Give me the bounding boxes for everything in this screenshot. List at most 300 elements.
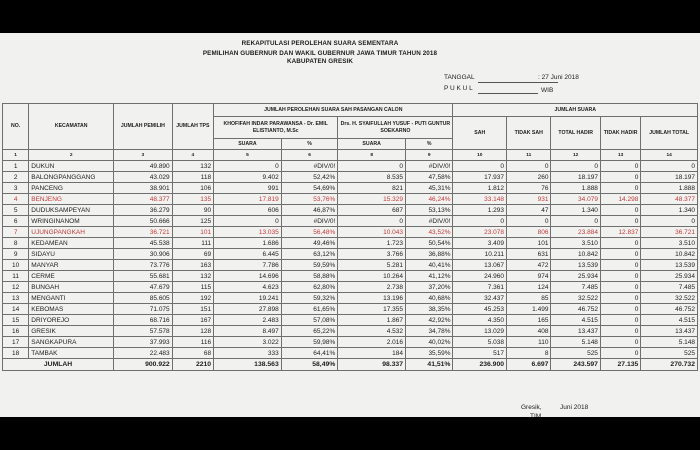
cell-suara-1: 991: [214, 183, 282, 194]
cell-no: 5: [3, 205, 29, 216]
column-index: 5: [214, 150, 282, 161]
column-index: 4: [172, 150, 213, 161]
cell-kecamatan: BUNGAH: [29, 282, 114, 293]
header-pct-2: %: [405, 139, 453, 150]
cell-pct-1: 53,76%: [281, 194, 338, 205]
cell-pct-1: 59,98%: [281, 337, 338, 348]
cell-jumlah-total: 1.340: [641, 205, 698, 216]
cell-tidak-hadir: 0: [600, 271, 640, 282]
cell-jumlah-tps: 151: [172, 304, 213, 315]
cell-no: 8: [3, 238, 29, 249]
cell-no: 15: [3, 315, 29, 326]
header-sah: SAH: [453, 117, 507, 150]
cell-jumlah-total: 48.377: [641, 194, 698, 205]
cell-pct-1: 52,42%: [281, 172, 338, 183]
cell-sah: 23.078: [453, 227, 507, 238]
cell-kecamatan: MANYAR: [29, 260, 114, 271]
cell-jumlah-total: 25.934: [641, 271, 698, 282]
rekapitulasi-table: [2, 103, 698, 371]
header-kecamatan: KECAMATAN: [29, 104, 114, 150]
cell-tidak-hadir: 0: [600, 304, 640, 315]
cell-jumlah-pemilih: 85.605: [114, 293, 173, 304]
cell-tidak-sah: 260: [507, 172, 551, 183]
cell-pct-2: #DIV/0!: [405, 161, 453, 172]
cell-tidak-hadir: 0: [600, 315, 640, 326]
cell-jumlah-tps: 167: [172, 315, 213, 326]
header-group-jumlah-suara: JUMLAH SUARA: [453, 104, 698, 117]
total-pct-2: 41,51%: [405, 359, 453, 371]
footer-date: Juni 2018: [560, 404, 589, 411]
cell-total-hadir: 23.884: [551, 227, 600, 238]
doc-title: REKAPITULASI PEROLEHAN SUARA SEMENTARA: [241, 40, 399, 47]
cell-suara-1: 14.696: [214, 271, 282, 282]
cell-pct-2: #DIV/0!: [405, 216, 453, 227]
table-row: [3, 249, 698, 260]
cell-jumlah-pemilih: 48.377: [114, 194, 173, 205]
cell-total-hadir: 10.842: [551, 249, 600, 260]
cell-jumlah-total: 18.197: [641, 172, 698, 183]
cell-pct-2: 40,68%: [405, 293, 453, 304]
cell-total-hadir: 4.515: [551, 315, 600, 326]
cell-tidak-sah: 408: [507, 326, 551, 337]
cell-tidak-hadir: 0: [600, 238, 640, 249]
table-row: [3, 326, 698, 337]
cell-sah: 0: [453, 216, 507, 227]
cell-suara-2: 17.355: [338, 304, 406, 315]
cell-jumlah-tps: 106: [172, 183, 213, 194]
cell-suara-2: 1.723: [338, 238, 406, 249]
cell-jumlah-pemilih: 71.075: [114, 304, 173, 315]
cell-jumlah-tps: 132: [172, 271, 213, 282]
header-tidak-sah: TIDAK SAH: [507, 117, 551, 150]
cell-kecamatan: UJUNGPANGKAH: [29, 227, 114, 238]
cell-tidak-hadir: 0: [600, 216, 640, 227]
column-index: 13: [600, 150, 640, 161]
cell-jumlah-tps: 69: [172, 249, 213, 260]
cell-kecamatan: BENJENG: [29, 194, 114, 205]
cell-total-hadir: 3.510: [551, 238, 600, 249]
cell-no: 2: [3, 172, 29, 183]
cell-pct-1: 46,87%: [281, 205, 338, 216]
column-index: 11: [507, 150, 551, 161]
footer-tim: TIM: [530, 413, 542, 417]
header-total-hadir: TOTAL HADIR: [551, 117, 600, 150]
cell-jumlah-pemilih: 57.578: [114, 326, 173, 337]
cell-no: 3: [3, 183, 29, 194]
cell-tidak-sah: 165: [507, 315, 551, 326]
cell-jumlah-pemilih: 49.890: [114, 161, 173, 172]
cell-suara-2: 15.329: [338, 194, 406, 205]
cell-jumlah-total: 13.539: [641, 260, 698, 271]
cell-jumlah-tps: 111: [172, 238, 213, 249]
header-calon-2: Drs. H. SYAIFULLAH YUSUF - PUTI GUNTUR SOEKARNO: [338, 117, 453, 139]
cell-pct-1: #DIV/0!: [281, 161, 338, 172]
cell-no: 11: [3, 271, 29, 282]
total-total-hadir: 243.597: [551, 359, 600, 371]
cell-tidak-sah: 101: [507, 238, 551, 249]
table-row: [3, 260, 698, 271]
cell-jumlah-pemilih: 30.906: [114, 249, 173, 260]
cell-jumlah-pemilih: 73.776: [114, 260, 173, 271]
column-index: 9: [405, 150, 453, 161]
cell-suara-2: 5.281: [338, 260, 406, 271]
cell-jumlah-tps: 116: [172, 337, 213, 348]
cell-kecamatan: KEDAMEAN: [29, 238, 114, 249]
cell-jumlah-total: 1.888: [641, 183, 698, 194]
cell-no: 17: [3, 337, 29, 348]
cell-sah: 17.937: [453, 172, 507, 183]
cell-tidak-hadir: 0: [600, 260, 640, 271]
cell-pct-2: 43,52%: [405, 227, 453, 238]
cell-tidak-hadir: 0: [600, 183, 640, 194]
cell-total-hadir: 13.437: [551, 326, 600, 337]
cell-suara-2: 0: [338, 216, 406, 227]
cell-sah: 33.148: [453, 194, 507, 205]
cell-total-hadir: 7.485: [551, 282, 600, 293]
cell-suara-1: 19.241: [214, 293, 282, 304]
total-label: JUMLAH: [3, 359, 114, 371]
cell-jumlah-total: 32.522: [641, 293, 698, 304]
cell-jumlah-pemilih: 37.993: [114, 337, 173, 348]
cell-suara-1: 0: [214, 216, 282, 227]
cell-total-hadir: 32.522: [551, 293, 600, 304]
cell-pct-1: 59,59%: [281, 260, 338, 271]
cell-kecamatan: CERME: [29, 271, 114, 282]
cell-jumlah-tps: 125: [172, 216, 213, 227]
cell-sah: 45.253: [453, 304, 507, 315]
cell-suara-1: 27.898: [214, 304, 282, 315]
column-index: 10: [453, 150, 507, 161]
cell-suara-2: 687: [338, 205, 406, 216]
table-row: [3, 194, 698, 205]
cell-kecamatan: SANGKAPURA: [29, 337, 114, 348]
column-index: 12: [551, 150, 600, 161]
cell-kecamatan: DRIYOREJO: [29, 315, 114, 326]
cell-pct-2: 45,31%: [405, 183, 453, 194]
cell-pct-2: 40,02%: [405, 337, 453, 348]
cell-total-hadir: 18.197: [551, 172, 600, 183]
cell-suara-1: 13.035: [214, 227, 282, 238]
cell-suara-1: 3.022: [214, 337, 282, 348]
cell-total-hadir: 0: [551, 161, 600, 172]
cell-sah: 4.350: [453, 315, 507, 326]
cell-tidak-hadir: 0: [600, 282, 640, 293]
cell-tidak-sah: 472: [507, 260, 551, 271]
total-pct-1: 58,49%: [281, 359, 338, 371]
cell-kecamatan: GRESIK: [29, 326, 114, 337]
cell-no: 7: [3, 227, 29, 238]
cell-suara-2: 1.867: [338, 315, 406, 326]
cell-total-hadir: 525: [551, 348, 600, 359]
cell-suara-2: 2.016: [338, 337, 406, 348]
tanggal-label: TANGGAL: [444, 74, 475, 81]
tanggal-underline: [478, 82, 558, 83]
cell-tidak-sah: 806: [507, 227, 551, 238]
cell-sah: 24.960: [453, 271, 507, 282]
cell-jumlah-tps: 90: [172, 205, 213, 216]
cell-jumlah-pemilih: 36.279: [114, 205, 173, 216]
tanggal-value: : 27 Juni 2018: [538, 74, 579, 81]
cell-suara-2: 8.535: [338, 172, 406, 183]
cell-tidak-sah: 124: [507, 282, 551, 293]
cell-no: 16: [3, 326, 29, 337]
cell-tidak-hadir: 0: [600, 293, 640, 304]
cell-tidak-hadir: 0: [600, 172, 640, 183]
cell-pct-2: 35,59%: [405, 348, 453, 359]
cell-total-hadir: 13.539: [551, 260, 600, 271]
cell-tidak-sah: 85: [507, 293, 551, 304]
cell-kecamatan: MENGANTI: [29, 293, 114, 304]
cell-kecamatan: WRINGINANOM: [29, 216, 114, 227]
column-index: 6: [281, 150, 338, 161]
cell-tidak-sah: 76: [507, 183, 551, 194]
table-row: [3, 183, 698, 194]
cell-suara-1: 0: [214, 161, 282, 172]
header-jumlah-tps: JUMLAH TPS: [172, 104, 213, 150]
cell-kecamatan: SIDAYU: [29, 249, 114, 260]
cell-suara-2: 3.766: [338, 249, 406, 260]
cell-sah: 1.293: [453, 205, 507, 216]
cell-sah: 517: [453, 348, 507, 359]
cell-total-hadir: 1.340: [551, 205, 600, 216]
cell-jumlah-pemilih: 38.901: [114, 183, 173, 194]
cell-suara-1: 7.786: [214, 260, 282, 271]
cell-jumlah-total: 36.721: [641, 227, 698, 238]
cell-sah: 13.067: [453, 260, 507, 271]
total-sah: 236.900: [453, 359, 507, 371]
column-index: 14: [641, 150, 698, 161]
cell-tidak-hadir: 0: [600, 348, 640, 359]
cell-suara-1: 8.497: [214, 326, 282, 337]
cell-tidak-hadir: 0: [600, 205, 640, 216]
cell-pct-1: 58,88%: [281, 271, 338, 282]
header-suara-2: SUARA: [338, 139, 406, 150]
table-row: [3, 315, 698, 326]
cell-no: 9: [3, 249, 29, 260]
cell-pct-1: 64,41%: [281, 348, 338, 359]
cell-jumlah-tps: 135: [172, 194, 213, 205]
table-row: [3, 172, 698, 183]
document-sheet: [0, 33, 700, 417]
cell-sah: 7.361: [453, 282, 507, 293]
table-row: [3, 282, 698, 293]
table-row: [3, 271, 698, 282]
cell-pct-1: 54,69%: [281, 183, 338, 194]
wib-label: WIB: [541, 87, 554, 94]
cell-kecamatan: BALONGPANGGANG: [29, 172, 114, 183]
cell-jumlah-total: 46.752: [641, 304, 698, 315]
cell-suara-2: 821: [338, 183, 406, 194]
cell-pct-2: 38,35%: [405, 304, 453, 315]
cell-no: 10: [3, 260, 29, 271]
header-jumlah-pemilih: JUMLAH PEMILIH: [114, 104, 173, 150]
cell-jumlah-tps: 163: [172, 260, 213, 271]
cell-tidak-hadir: 14.298: [600, 194, 640, 205]
cell-jumlah-tps: 115: [172, 282, 213, 293]
cell-jumlah-total: 3.510: [641, 238, 698, 249]
column-index: 2: [29, 150, 114, 161]
cell-jumlah-total: 0: [641, 161, 698, 172]
cell-pct-2: 40,41%: [405, 260, 453, 271]
header-suara-1: SUARA: [214, 139, 282, 150]
cell-pct-2: 37,20%: [405, 282, 453, 293]
header-no: NO.: [3, 104, 29, 150]
cell-total-hadir: 5.148: [551, 337, 600, 348]
cell-pct-2: 42,92%: [405, 315, 453, 326]
cell-jumlah-total: 0: [641, 216, 698, 227]
cell-suara-2: 10.043: [338, 227, 406, 238]
cell-pct-1: 56,48%: [281, 227, 338, 238]
table-row: [3, 216, 698, 227]
cell-tidak-sah: 0: [507, 216, 551, 227]
cell-suara-2: 4.532: [338, 326, 406, 337]
header-group-suara-sah: JUMLAH PEROLEHAN SUARA SAH PASANGAN CALON: [214, 104, 453, 117]
cell-sah: 3.409: [453, 238, 507, 249]
footer-place: Gresik,: [521, 404, 542, 411]
cell-suara-1: 2.483: [214, 315, 282, 326]
pukul-underline: [478, 93, 538, 94]
cell-pct-2: 36,88%: [405, 249, 453, 260]
table-row: [3, 304, 698, 315]
cell-jumlah-tps: 192: [172, 293, 213, 304]
cell-pct-1: #DIV/0!: [281, 216, 338, 227]
cell-kecamatan: TAMBAK: [29, 348, 114, 359]
cell-suara-2: 13.196: [338, 293, 406, 304]
header-tidak-hadir: TIDAK HADIR: [600, 117, 640, 150]
table-row: [3, 161, 698, 172]
cell-jumlah-pemilih: 43.029: [114, 172, 173, 183]
cell-jumlah-total: 10.842: [641, 249, 698, 260]
cell-sah: 32.437: [453, 293, 507, 304]
cell-tidak-hadir: 0: [600, 326, 640, 337]
cell-tidak-sah: 1.499: [507, 304, 551, 315]
cell-pct-1: 63,12%: [281, 249, 338, 260]
cell-jumlah-total: 4.515: [641, 315, 698, 326]
cell-tidak-sah: 8: [507, 348, 551, 359]
cell-no: 12: [3, 282, 29, 293]
cell-jumlah-pemilih: 47.679: [114, 282, 173, 293]
doc-subtitle: PEMILIHAN GUBERNUR DAN WAKIL GUBERNUR JAWA TIMUR TAHUN 2018: [202, 50, 438, 57]
cell-jumlah-total: 13.437: [641, 326, 698, 337]
cell-jumlah-pemilih: 68.716: [114, 315, 173, 326]
cell-no: 18: [3, 348, 29, 359]
cell-jumlah-total: 525: [641, 348, 698, 359]
cell-tidak-hadir: 12.837: [600, 227, 640, 238]
cell-sah: 1.812: [453, 183, 507, 194]
cell-suara-2: 2.738: [338, 282, 406, 293]
cell-tidak-hadir: 0: [600, 161, 640, 172]
cell-pct-2: 53,13%: [405, 205, 453, 216]
cell-suara-2: 10.264: [338, 271, 406, 282]
cell-jumlah-total: 7.485: [641, 282, 698, 293]
cell-jumlah-pemilih: 36.721: [114, 227, 173, 238]
cell-total-hadir: 1.888: [551, 183, 600, 194]
header-calon-1: KHOFIFAH INDAR PARAWANSA - Dr. EMIL ELISTIANTO, M.Sc: [214, 117, 338, 139]
cell-no: 14: [3, 304, 29, 315]
cell-tidak-sah: 974: [507, 271, 551, 282]
total-suara-1: 138.563: [214, 359, 282, 371]
cell-no: 1: [3, 161, 29, 172]
table-row: [3, 337, 698, 348]
cell-jumlah-pemilih: 22.483: [114, 348, 173, 359]
cell-sah: 0: [453, 161, 507, 172]
cell-suara-1: 9.402: [214, 172, 282, 183]
column-index: 8: [338, 150, 406, 161]
total-jumlah-total: 270.732: [641, 359, 698, 371]
cell-tidak-hadir: 0: [600, 249, 640, 260]
cell-total-hadir: 25.934: [551, 271, 600, 282]
table-row: [3, 205, 698, 216]
table-row: [3, 348, 698, 359]
cell-total-hadir: 46.752: [551, 304, 600, 315]
cell-suara-1: 17.819: [214, 194, 282, 205]
cell-tidak-sah: 931: [507, 194, 551, 205]
table-row: [3, 238, 698, 249]
cell-pct-1: 65,22%: [281, 326, 338, 337]
cell-total-hadir: 34.079: [551, 194, 600, 205]
cell-jumlah-tps: 132: [172, 161, 213, 172]
cell-pct-1: 59,32%: [281, 293, 338, 304]
cell-sah: 10.211: [453, 249, 507, 260]
cell-sah: 13.029: [453, 326, 507, 337]
cell-pct-2: 46,24%: [405, 194, 453, 205]
cell-jumlah-tps: 68: [172, 348, 213, 359]
cell-kecamatan: KEBOMAS: [29, 304, 114, 315]
cell-suara-1: 4.623: [214, 282, 282, 293]
total-pemilih: 900.922: [114, 359, 173, 371]
cell-jumlah-pemilih: 50.666: [114, 216, 173, 227]
column-index: 3: [114, 150, 173, 161]
cell-pct-1: 57,08%: [281, 315, 338, 326]
total-tidak-hadir: 27.135: [600, 359, 640, 371]
cell-tidak-sah: 47: [507, 205, 551, 216]
cell-pct-1: 62,80%: [281, 282, 338, 293]
header-jumlah-total: JUMLAH TOTAL: [641, 117, 698, 150]
cell-tidak-sah: 0: [507, 161, 551, 172]
cell-sah: 5.038: [453, 337, 507, 348]
cell-pct-1: 49,46%: [281, 238, 338, 249]
pukul-label: P U K U L: [444, 85, 473, 92]
column-index-row: [3, 150, 698, 161]
cell-no: 6: [3, 216, 29, 227]
total-row: [3, 359, 698, 371]
cell-suara-1: 606: [214, 205, 282, 216]
cell-tidak-sah: 631: [507, 249, 551, 260]
cell-suara-2: 0: [338, 161, 406, 172]
table-row: [3, 227, 698, 238]
total-tidak-sah: 6.697: [507, 359, 551, 371]
cell-suara-1: 6.445: [214, 249, 282, 260]
cell-suara-2: 184: [338, 348, 406, 359]
cell-pct-1: 61,65%: [281, 304, 338, 315]
cell-jumlah-pemilih: 55.681: [114, 271, 173, 282]
header-pct-1: %: [281, 139, 338, 150]
cell-kecamatan: DUDUKSAMPEYAN: [29, 205, 114, 216]
cell-jumlah-tps: 101: [172, 227, 213, 238]
cell-total-hadir: 0: [551, 216, 600, 227]
table-row: [3, 293, 698, 304]
cell-pct-2: 34,78%: [405, 326, 453, 337]
total-tps: 2210: [172, 359, 213, 371]
cell-jumlah-total: 5.148: [641, 337, 698, 348]
cell-tidak-sah: 110: [507, 337, 551, 348]
cell-no: 13: [3, 293, 29, 304]
cell-kecamatan: PANCENG: [29, 183, 114, 194]
total-suara-2: 98.337: [338, 359, 406, 371]
cell-jumlah-tps: 118: [172, 172, 213, 183]
cell-pct-2: 50,54%: [405, 238, 453, 249]
cell-jumlah-tps: 128: [172, 326, 213, 337]
